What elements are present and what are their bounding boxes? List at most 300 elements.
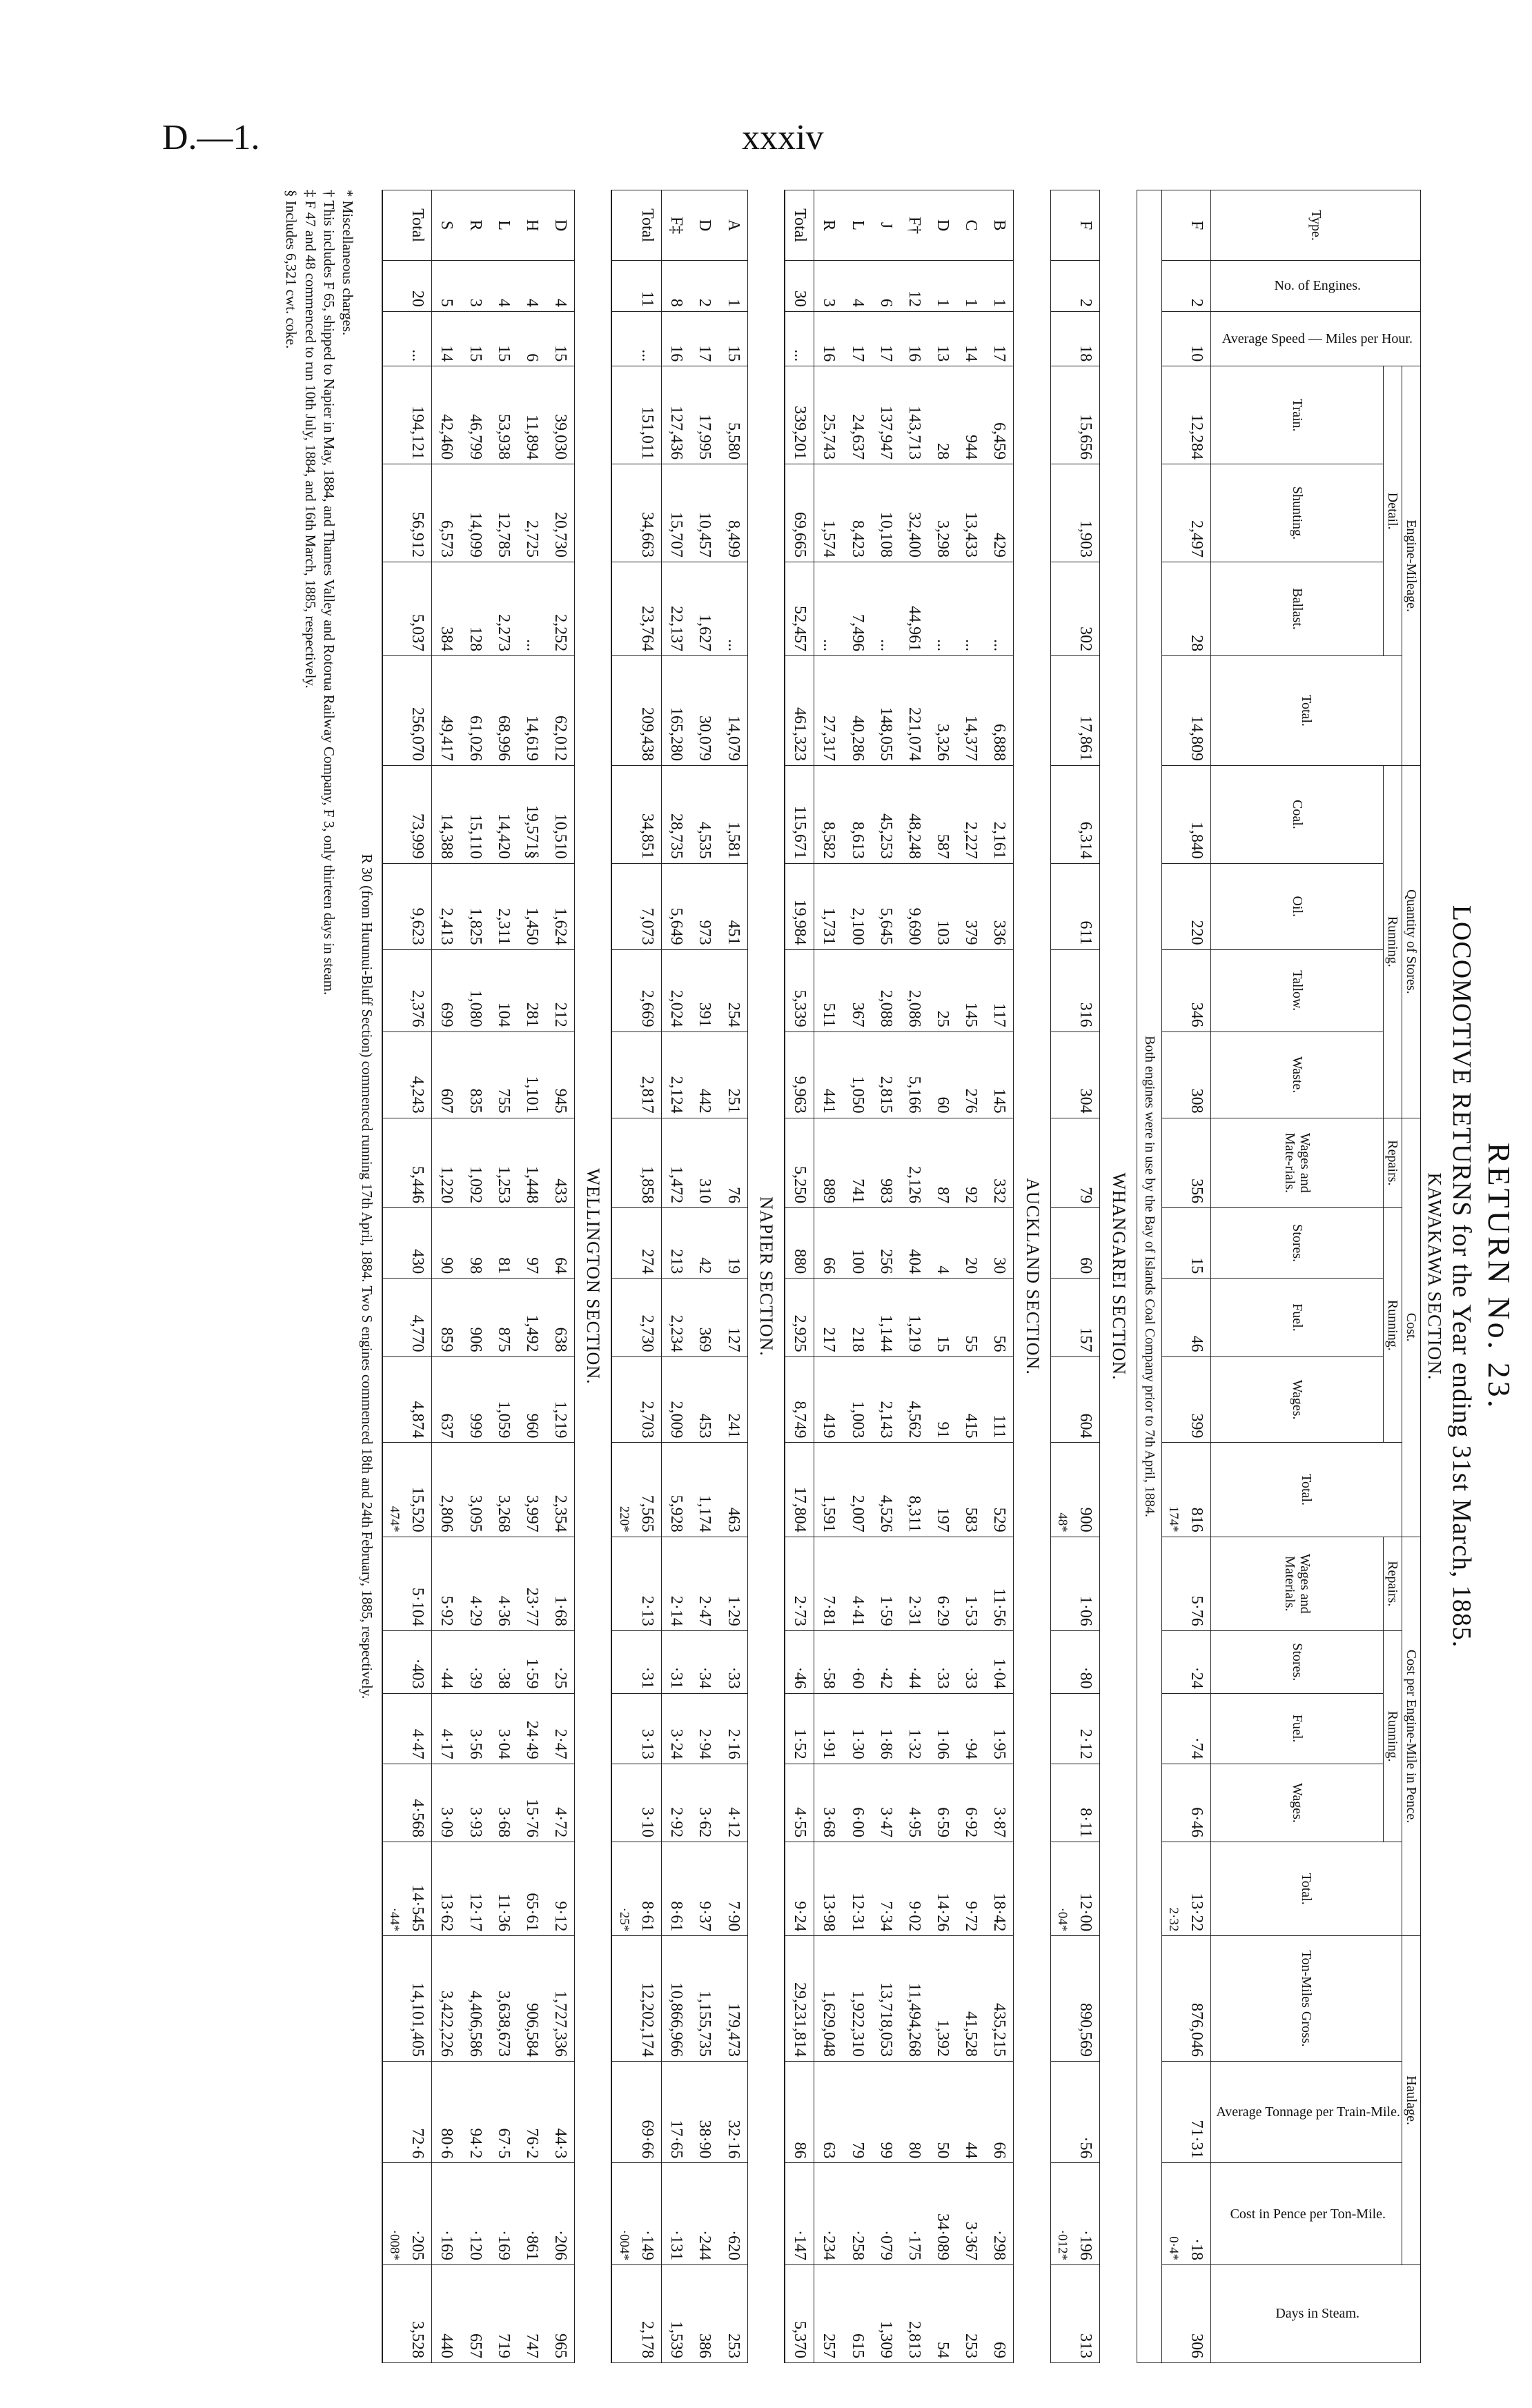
cell: 369: [690, 1279, 718, 1356]
cell: 217: [814, 1279, 843, 1356]
cell: 3·367: [956, 2163, 985, 2265]
cell: R: [814, 190, 843, 261]
cell: 741: [843, 1118, 871, 1207]
cell: 14: [432, 311, 461, 366]
cell: 5,645: [872, 863, 900, 949]
cell: ·60: [843, 1630, 871, 1693]
cell: 213: [662, 1208, 691, 1279]
cell: 4: [518, 261, 546, 312]
cell: 80: [900, 2061, 928, 2163]
cell: 7,496: [843, 562, 871, 655]
cell: 1,581: [718, 765, 747, 863]
cell: 356: [1161, 1118, 1211, 1207]
cell: 52,457: [785, 562, 814, 655]
col-avg-tonnage: Average Tonnage per Train-Mile.: [1211, 2061, 1402, 2163]
cell-main-value: ·196: [1077, 2229, 1095, 2260]
cell: 6: [872, 261, 900, 312]
cell: 3: [460, 261, 489, 312]
cell: 1,155,735: [690, 1936, 718, 2062]
cell: 60: [1050, 1208, 1100, 1279]
cell: L: [843, 190, 871, 261]
table-row: [1161, 190, 1211, 2363]
cell: 15,110: [460, 765, 489, 863]
cell: 2,178: [611, 2264, 661, 2362]
cell: 6·92: [956, 1764, 985, 1842]
col-cost: Cost.: [1402, 1118, 1421, 1537]
cell: 2,273: [489, 562, 518, 655]
cell: 433: [546, 1118, 575, 1207]
cell: 66: [814, 1208, 843, 1279]
cell-misc-value: 48*: [1055, 1512, 1070, 1532]
cell: Total: [785, 190, 814, 261]
cell: 62,012: [546, 656, 575, 766]
cell-stacked: [611, 1443, 661, 1537]
cell: 2·94: [690, 1693, 718, 1764]
cell: ·34: [690, 1630, 718, 1693]
cell: 254: [718, 949, 747, 1032]
cell: 1,219: [546, 1356, 575, 1443]
cell: 25: [928, 949, 956, 1032]
cell: 66: [985, 2061, 1014, 2163]
cell: 6,314: [1050, 765, 1100, 863]
cell: 415: [956, 1356, 985, 1443]
cell: ·31: [611, 1630, 661, 1693]
cell: 1,220: [432, 1118, 461, 1207]
section-title: WELLINGTON SECTION.: [575, 190, 612, 2363]
cell: 14,101,405: [382, 1936, 432, 2062]
section-title: WHANGAREI SECTION.: [1100, 190, 1137, 2363]
cell: 308: [1161, 1032, 1211, 1118]
cell: 1·06: [1050, 1537, 1100, 1630]
cell: 42,460: [432, 366, 461, 464]
cell: ...: [518, 562, 546, 655]
cell: 4,562: [900, 1356, 928, 1443]
col-cpm-repairs: Repairs.: [1384, 1537, 1402, 1630]
cell: 2,009: [662, 1356, 691, 1443]
cell: 442: [690, 1032, 718, 1118]
cell: 5,339: [785, 949, 814, 1032]
cell: 587: [928, 765, 956, 863]
cell: 430: [382, 1208, 432, 1279]
col-cost-total: Total.: [1211, 1443, 1402, 1537]
section-note: Both engines were in use by the Bay of Islands Coal Company prior to 7th April, 1884.: [1137, 190, 1161, 2363]
cell: 99: [872, 2061, 900, 2163]
cell: 719: [489, 2264, 518, 2362]
cell: 87: [928, 1118, 956, 1207]
section-note-row: [1137, 190, 1161, 2363]
cell: 4·47: [382, 1693, 432, 1764]
cell: 2,227: [956, 765, 985, 863]
cell-main-value: 7,565: [638, 1494, 657, 1532]
cell: 9·37: [690, 1842, 718, 1936]
cell: 9,623: [382, 863, 432, 949]
cell: 346: [1161, 949, 1211, 1032]
cell: 755: [489, 1032, 518, 1118]
cell: A: [718, 190, 747, 261]
cell: 15: [546, 311, 575, 366]
cell: 24,637: [843, 366, 871, 464]
cell: 4·41: [843, 1537, 871, 1630]
locomotive-returns-table: [382, 190, 1421, 2363]
total-row: [785, 190, 814, 2363]
cell: ·46: [785, 1630, 814, 1693]
cell: 71·31: [1161, 2061, 1211, 2163]
cell: 13·98: [814, 1842, 843, 1936]
cell: 20,730: [546, 464, 575, 562]
cell: 32·16: [718, 2061, 747, 2163]
cell: 12,202,174: [611, 1936, 661, 2062]
col-stores-running: Running.: [1384, 765, 1402, 1118]
cell: 1,922,310: [843, 1936, 871, 2062]
cell: 5: [432, 261, 461, 312]
cell: 1,539: [662, 2264, 691, 2362]
cell: 316: [1050, 949, 1100, 1032]
cell: 34·089: [928, 2163, 956, 2265]
cell: 2,024: [662, 949, 691, 1032]
cell: 69: [985, 2264, 1014, 2362]
col-type: Type.: [1211, 190, 1421, 261]
cell: 14,388: [432, 765, 461, 863]
cell: 8: [662, 261, 691, 312]
table-body: [382, 190, 1211, 2363]
cell: ·38: [489, 1630, 518, 1693]
col-no-engines: No. of Engines.: [1211, 261, 1421, 312]
cell: 4,406,586: [460, 1936, 489, 2062]
cell-misc-value: ·04*: [1055, 1907, 1070, 1932]
cell: 3,095: [460, 1443, 489, 1537]
cell: 10,108: [872, 464, 900, 562]
cell: 1·59: [518, 1630, 546, 1693]
cell: 3,638,673: [489, 1936, 518, 2062]
cell: 3·10: [611, 1764, 661, 1842]
cell: 699: [432, 949, 461, 1032]
cell: ·58: [814, 1630, 843, 1693]
cell: 2,815: [872, 1032, 900, 1118]
cell: 1·32: [900, 1693, 928, 1764]
cell: 1·95: [985, 1693, 1014, 1764]
col-cost-per-ton: Cost in Pence per Ton-Mile.: [1211, 2163, 1402, 2265]
return-number: RETURN No. 23.: [1482, 1142, 1517, 1411]
cell-misc-value: 474*: [387, 1506, 402, 1532]
return-title: LOCOMOTIVE RETURNS for the Year ending 31st March, 1885.: [1447, 905, 1476, 1648]
cell: 18: [1050, 311, 1100, 366]
cell: 304: [1050, 1032, 1100, 1118]
cell: 80·6: [432, 2061, 461, 2163]
cell: 5,250: [785, 1118, 814, 1207]
cell: 2,126: [900, 1118, 928, 1207]
cell: 17: [985, 311, 1014, 366]
cell: 2·31: [900, 1537, 928, 1630]
cell: 1: [718, 261, 747, 312]
cell: 4: [546, 261, 575, 312]
page-identifier: D.—1.: [162, 118, 260, 157]
cell: 28: [928, 366, 956, 464]
cell: 19,571§: [518, 765, 546, 863]
cell-stacked: [382, 1443, 432, 1537]
cell: 45,253: [872, 765, 900, 863]
cell: 18·42: [985, 1842, 1014, 1936]
cell: 3·68: [814, 1764, 843, 1842]
cell: 332: [985, 1118, 1014, 1207]
cell: ...: [814, 562, 843, 655]
col-cpm-fuel: Fuel.: [1211, 1693, 1384, 1764]
cell: 39,030: [546, 366, 575, 464]
cell: 40,286: [843, 656, 871, 766]
cell: B: [985, 190, 1014, 261]
cell-stacked: [1161, 1842, 1211, 1936]
cell: 1,492: [518, 1279, 546, 1356]
cell: 2,497: [1161, 464, 1211, 562]
cell: R: [460, 190, 489, 261]
cell: 8,499: [718, 464, 747, 562]
cell: 56: [985, 1279, 1014, 1356]
cell: ·33: [928, 1630, 956, 1693]
col-cost-fuel: Fuel.: [1211, 1279, 1384, 1356]
col-cpm-running: Running.: [1384, 1630, 1402, 1842]
cell: 68,996: [489, 656, 518, 766]
cell: 890,569: [1050, 1936, 1100, 2062]
table-row: [718, 190, 747, 2363]
cell: 221,074: [900, 656, 928, 766]
cell: 4: [489, 261, 518, 312]
cell: 65·61: [518, 1842, 546, 1936]
cell: 274: [611, 1208, 661, 1279]
total-row: [611, 190, 661, 2363]
cell: 63: [814, 2061, 843, 2163]
cell: 111: [985, 1356, 1014, 1443]
cell: 30: [785, 261, 814, 312]
cell: 8,582: [814, 765, 843, 863]
cell: ...: [611, 311, 661, 366]
cell: 17: [843, 311, 871, 366]
cell: 1,309: [872, 2264, 900, 2362]
cell: 4·72: [546, 1764, 575, 1842]
cell: 2,124: [662, 1032, 691, 1118]
col-cpm-wages: Wages.: [1211, 1764, 1384, 1842]
cell: 8·61: [662, 1842, 691, 1936]
footnote-star: * Miscellaneous charges.: [340, 190, 357, 336]
col-engine-mileage: Engine-Mileage.: [1402, 366, 1421, 766]
section-heading-row: [575, 190, 612, 2363]
cell: 12,785: [489, 464, 518, 562]
cell: 2,086: [900, 949, 928, 1032]
cell: 137,947: [872, 366, 900, 464]
cell: 1,174: [690, 1443, 718, 1537]
cell: 9·02: [900, 1842, 928, 1936]
cell: 1,903: [1050, 464, 1100, 562]
cell: 15: [460, 311, 489, 366]
cell: 1·68: [546, 1537, 575, 1630]
cell: 4,770: [382, 1279, 432, 1356]
cell: 1·53: [956, 1537, 985, 1630]
cell: 251: [718, 1032, 747, 1118]
cell: 1·30: [843, 1693, 871, 1764]
cell: 3·87: [985, 1764, 1014, 1842]
cell: F: [1161, 190, 1211, 261]
cell: 379: [956, 863, 985, 949]
cell: 46,799: [460, 366, 489, 464]
cell: 463: [718, 1443, 747, 1537]
cell: 1,840: [1161, 765, 1211, 863]
cell: 3·04: [489, 1693, 518, 1764]
cell: 12·17: [460, 1842, 489, 1936]
cell: 14,377: [956, 656, 985, 766]
cell: 41,528: [956, 1936, 985, 2062]
cell: 453: [690, 1356, 718, 1443]
cell: 1,092: [460, 1118, 489, 1207]
cell: 404: [900, 1208, 928, 1279]
total-row: [382, 190, 432, 2363]
cell: 5,928: [662, 1443, 691, 1537]
cell: 34,851: [611, 765, 661, 863]
section-title: AUCKLAND SECTION.: [1014, 190, 1050, 2363]
table-row: [662, 190, 691, 2363]
cell: 14·26: [928, 1842, 956, 1936]
cell: 2,252: [546, 562, 575, 655]
cell: ·42: [872, 1630, 900, 1693]
section-heading-row: [1100, 190, 1137, 2363]
cell: 1,574: [814, 464, 843, 562]
cell: 104: [489, 949, 518, 1032]
cell: 2,100: [843, 863, 871, 949]
cell: ...: [928, 562, 956, 655]
cell: ·56: [1050, 2061, 1100, 2163]
cell: 4: [928, 1208, 956, 1279]
cell: 1,450: [518, 863, 546, 949]
cell: 4·12: [718, 1764, 747, 1842]
footnote-dagger: † This includes F 65, shipped to Napier in May, 1884, and Thames Valley and Rotorua Railway Company, F 3, only thirteen days in steam.: [321, 190, 338, 996]
cell: 23,764: [611, 562, 661, 655]
cell: 973: [690, 863, 718, 949]
cell: 17·65: [662, 2061, 691, 2163]
col-ballast: Ballast.: [1211, 562, 1384, 655]
cell: 97: [518, 1208, 546, 1279]
cell: 3,268: [489, 1443, 518, 1537]
col-cost-stores: Stores.: [1211, 1208, 1384, 1279]
cell: ·234: [814, 2163, 843, 2265]
cell: 2·47: [546, 1693, 575, 1764]
cell: 86: [785, 2061, 814, 2163]
cell: 23·77: [518, 1537, 546, 1630]
cell: 13·62: [432, 1842, 461, 1936]
cell: 9·12: [546, 1842, 575, 1936]
cell: 2,376: [382, 949, 432, 1032]
cell: 13,718,053: [872, 1936, 900, 2062]
cell: 9,690: [900, 863, 928, 949]
cell: 11,894: [518, 366, 546, 464]
cell: 2,703: [611, 1356, 661, 1443]
cell: 1,627: [690, 562, 718, 655]
page-number: xxxiv: [742, 118, 824, 157]
table-row: [872, 190, 900, 2363]
cell: 1,472: [662, 1118, 691, 1207]
cell: ...: [985, 562, 1014, 655]
cell: 2,730: [611, 1279, 661, 1356]
cell: 28,735: [662, 765, 691, 863]
cell: 17,804: [785, 1443, 814, 1537]
cell: ...: [872, 562, 900, 655]
cell: 965: [546, 2264, 575, 2362]
cell: 615: [843, 2264, 871, 2362]
table-row: [814, 190, 843, 2363]
cell: 100: [843, 1208, 871, 1279]
cell: 128: [460, 562, 489, 655]
cell: 6,573: [432, 464, 461, 562]
cell: 209,438: [611, 656, 661, 766]
cell: 399: [1161, 1356, 1211, 1443]
cell-main-value: 13·22: [1188, 1893, 1206, 1932]
cell: 11,494,268: [900, 1936, 928, 2062]
cell: 11·56: [985, 1537, 1014, 1630]
cell: 38·90: [690, 2061, 718, 2163]
cell: ...: [785, 311, 814, 366]
cell: 67·5: [489, 2061, 518, 2163]
cell: 5·76: [1161, 1537, 1211, 1630]
cell: 983: [872, 1118, 900, 1207]
cell: 14,809: [1161, 656, 1211, 766]
col-shunting: Shunting.: [1211, 464, 1384, 562]
cell: 44·3: [546, 2061, 575, 2163]
table-row: [489, 190, 518, 2363]
cell: 13,433: [956, 464, 985, 562]
cell-stacked: [382, 1842, 432, 1936]
cell: 76·2: [518, 2061, 546, 2163]
cell-stacked: [1050, 1443, 1100, 1537]
cell: 1: [956, 261, 985, 312]
cell: ·80: [1050, 1630, 1100, 1693]
cell: 1,825: [460, 863, 489, 949]
cell: ·39: [460, 1630, 489, 1693]
cell: ·131: [662, 2163, 691, 2265]
cell-main-value: 8·61: [638, 1901, 657, 1932]
cell: ·169: [489, 2163, 518, 2265]
cell: 6·29: [928, 1537, 956, 1630]
footnote-section: § Includes 6,321 cwt. coke.: [283, 190, 300, 349]
cell: 4,526: [872, 1443, 900, 1537]
cell: 253: [956, 2264, 985, 2362]
cell: 611: [1050, 863, 1100, 949]
cell: 7·90: [718, 1842, 747, 1936]
cell: 461,323: [785, 656, 814, 766]
cell: 5,649: [662, 863, 691, 949]
col-cost-wages-materials: Wages and Mate-rials.: [1211, 1118, 1384, 1207]
cell: 1·59: [872, 1537, 900, 1630]
cell: 384: [432, 562, 461, 655]
cell: 5·104: [382, 1537, 432, 1630]
cell-main-value: 816: [1188, 1507, 1206, 1532]
col-cost-wages: Wages.: [1211, 1356, 1384, 1443]
cell: 529: [985, 1443, 1014, 1537]
cell: 419: [814, 1356, 843, 1443]
col-waste: Waste.: [1211, 1032, 1384, 1118]
cell: ·33: [718, 1630, 747, 1693]
cell-stacked: [1161, 2163, 1211, 2265]
col-haulage: Haulage.: [1402, 1936, 1421, 2265]
cell: 127,436: [662, 366, 691, 464]
cell: 20: [956, 1208, 985, 1279]
cell: 1·04: [985, 1630, 1014, 1693]
cell: 9·24: [785, 1842, 814, 1936]
cell-main-value: 15,520: [409, 1486, 427, 1532]
cell-main-value: 14·545: [409, 1884, 427, 1932]
col-oil: Oil.: [1211, 863, 1384, 949]
cell: C: [956, 190, 985, 261]
cell: 29,231,814: [785, 1936, 814, 2062]
cell: 6·00: [843, 1764, 871, 1842]
cell: 1,003: [843, 1356, 871, 1443]
cell-misc-value: ·012*: [1055, 2229, 1070, 2260]
cell: ·403: [382, 1630, 432, 1693]
